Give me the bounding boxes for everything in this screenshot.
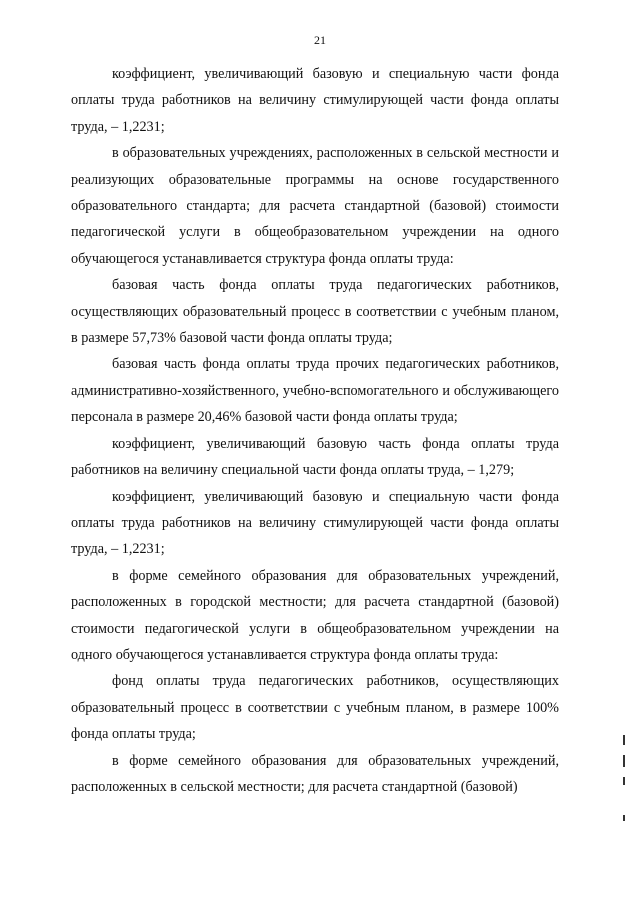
paragraph: коэффициент, увеличивающий базовую и специальную части фонда оплаты труда работников на величину стимулирующей части фонда оплаты труда, – 1,2231; [71,66,559,135]
paragraph: в образовательных учреждениях, расположенных в сельской местности и реализующих образовательные программы на основе государственного образовательного стандарта; для расчета стандартной (базовой) стоимости педагогической услуги в общеобразовательном учреждении на одного обучающегося устанавливается структура фонда оплаты труда: [71,145,559,267]
paragraph: коэффициент, увеличивающий базовую и специальную части фонда оплаты труда работников на величину стимулирующей части фонда оплаты труда, – 1,2231; [71,488,559,558]
paragraph: в форме семейного образования для образовательных учреждений, расположенных в сельской местности; для расчета стандартной (базовой) [71,752,559,795]
paragraph: базовая часть фонда оплаты труда педагогических работников, осуществляющих образовательный процесс в соответствии с учебным планом, в размере 57,73% базовой части фонда оплаты труда; [71,277,559,347]
document-body [71,61,559,800]
page-number: 21 [314,33,326,47]
paragraph: коэффициент, увеличивающий базовую часть фонда оплаты труда работников на величину специальной части фонда оплаты труда, – 1,279; [71,435,559,479]
paragraph: базовая часть фонда оплаты труда прочих педагогических работников, административно-хозяйственного, учебно-вспомогательного и обслуживающего персонала в размере 20,46% базовой части фонда оплаты труда; [71,356,559,426]
paragraph: в форме семейного образования для образовательных учреждений, расположенных в городской местности; для расчета стандартной (базовой) стоимости педагогической услуги в общеобразовательном учреждении на одного обучающегося устанавливается структура фонда оплаты труда: [71,567,559,663]
scan-artifact [623,735,626,825]
paragraph: фонд оплаты труда педагогических работников, осуществляющих образовательный процесс в соответствии с учебным планом, в размере 100% фонда оплаты труда; [71,673,559,743]
